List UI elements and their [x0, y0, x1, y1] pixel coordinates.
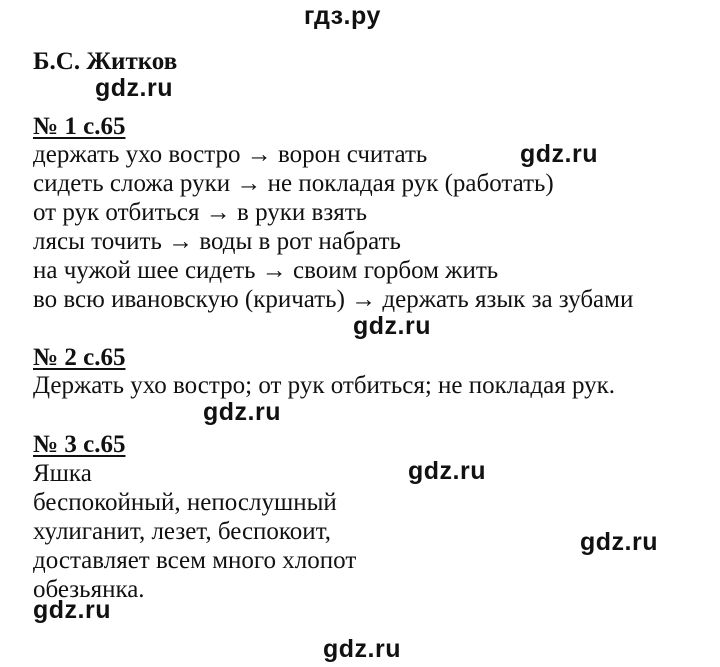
watermark: gdz.ru	[580, 528, 658, 556]
exercise-3-line: обезьянка.	[33, 576, 145, 603]
exercise-3-line: беспокойный, непослушный	[33, 489, 337, 516]
watermark: gdz.ru	[33, 596, 111, 624]
exercise-1-line: держать ухо востро → ворон считать	[33, 141, 428, 168]
exercise-3-line: Яшка	[33, 460, 92, 487]
exercise-1-line: во всю ивановскую (кричать) → держать язык за зубами	[33, 286, 634, 313]
exercise-3-line: хулиганит, лезет, беспокоит,	[33, 518, 331, 545]
exercise-1-line: на чужой шее сидеть → своим горбом жить	[33, 257, 499, 284]
exercise-1-line: сидеть сложа руки → не покладая рук (работать)	[33, 170, 554, 197]
exercise-3-title: № 3 с.65	[33, 431, 126, 458]
exercise-2-line: Держать ухо востро; от рук отбиться; не покладая рук.	[33, 372, 616, 399]
exercise-2-title: № 2 с.65	[33, 344, 126, 371]
watermark: gdz.ru	[520, 140, 598, 168]
exercise-3-line: доставляет всем много хлопот	[33, 547, 357, 574]
watermark: gdz.ru	[95, 74, 173, 102]
watermark: gdz.ru	[323, 635, 401, 663]
watermark: gdz.ru	[353, 312, 431, 340]
site-title: гдз.ру	[304, 2, 381, 30]
author-heading: Б.С. Житков	[33, 48, 178, 75]
watermark: gdz.ru	[408, 457, 486, 485]
exercise-1-line: лясы точить → воды в рот набрать	[33, 228, 401, 255]
watermark: gdz.ru	[203, 398, 281, 426]
exercise-1-line: от рук отбиться → в руки взять	[33, 199, 368, 226]
exercise-1-title: № 1 с.65	[33, 113, 126, 140]
